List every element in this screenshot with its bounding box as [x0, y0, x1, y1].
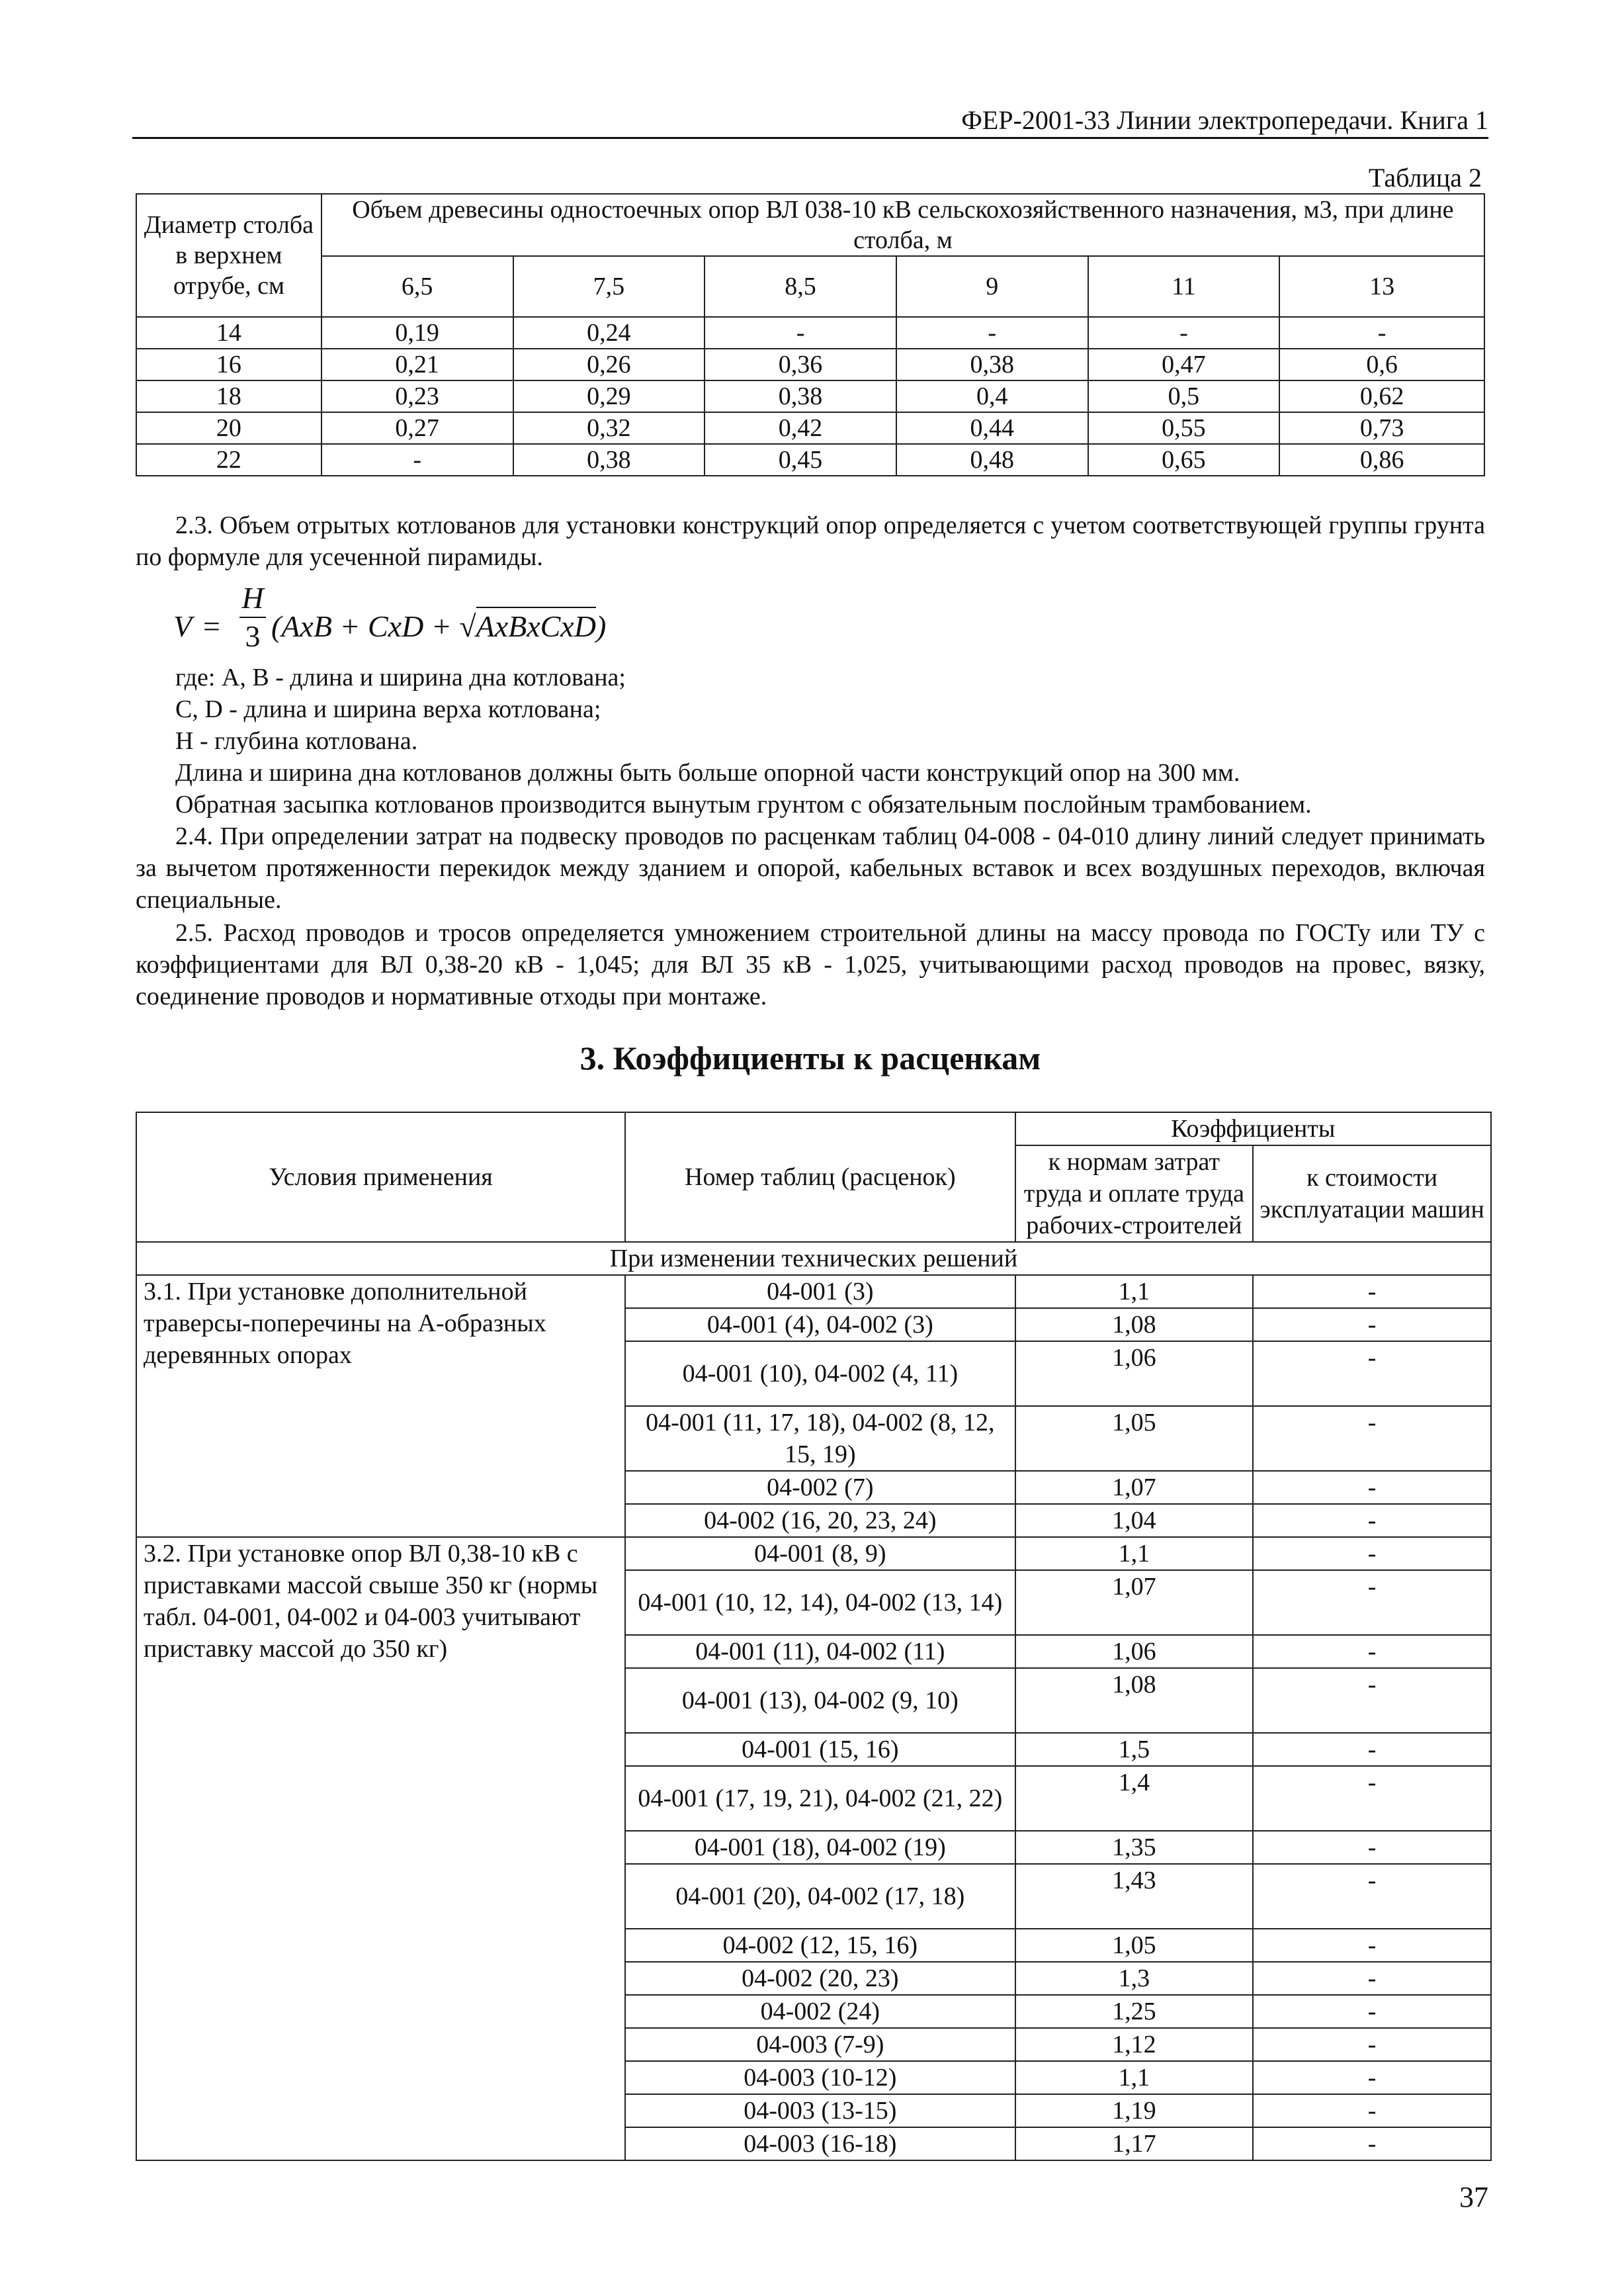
- table-row: [136, 444, 1484, 476]
- volume-cell: 0,23: [321, 380, 513, 412]
- machine-coef-cell: -: [1253, 1471, 1491, 1504]
- machine-coef-cell: -: [1253, 1275, 1491, 1308]
- table-ref-cell: 04-001 (10), 04-002 (4, 11): [625, 1341, 1015, 1406]
- table-row: [136, 1537, 1491, 1570]
- header-rule: [132, 137, 1488, 139]
- wood-volume-table-body: [136, 317, 1484, 476]
- table-ref-cell: 04-001 (18), 04-002 (19): [625, 1831, 1015, 1864]
- diameter-cell: 14: [136, 317, 321, 349]
- machine-coef-cell: -: [1253, 1864, 1491, 1929]
- table-ref-cell: 04-001 (17, 19, 21), 04-002 (21, 22): [625, 1766, 1015, 1831]
- diameter-cell: 20: [136, 412, 321, 444]
- labor-coef-cell: 1,06: [1015, 1635, 1254, 1668]
- table-ref-cell: 04-001 (10, 12, 14), 04-002 (13, 14): [625, 1570, 1015, 1635]
- labor-coef-cell: 1,04: [1015, 1504, 1254, 1537]
- volume-cell: 0,26: [513, 349, 705, 380]
- table-ref-cell: 04-002 (20, 23): [625, 1962, 1015, 1995]
- conditions-header: Условия применения: [136, 1112, 625, 1242]
- table-ref-cell: 04-002 (12, 15, 16): [625, 1929, 1015, 1962]
- table-ref-cell: 04-002 (24): [625, 1995, 1015, 2028]
- paragraph-2-5: 2.5. Расход проводов и тросов определяется умножением строительной длины на массу провода по ГОСТу или ТУ с коэффициентами для ВЛ 0,38-20 кВ - 1,045; для ВЛ 35 кВ - 1,025, учитывающими расход проводов на провес, вязку, соединение проводов и нормативные отходы при монтаже.: [136, 919, 1485, 1010]
- table-ref-cell: 04-001 (13), 04-002 (9, 10): [625, 1668, 1015, 1733]
- formula-denominator: 3: [245, 619, 261, 653]
- table-row: [136, 317, 1484, 349]
- labor-coef-cell: 1,07: [1015, 1471, 1254, 1504]
- table-row: [136, 412, 1484, 444]
- labor-coef-cell: 1,25: [1015, 1995, 1254, 2028]
- table-ref-cell: 04-001 (8, 9): [625, 1537, 1015, 1570]
- volume-cell: 0,44: [896, 412, 1088, 444]
- machine-coef-cell: -: [1253, 1766, 1491, 1831]
- volume-group-header: Объем древесины одностоечных опор ВЛ 038-10 кВ сельскохозяйственного назначения, м3, при длине столба, м: [321, 194, 1484, 256]
- labor-coef-cell: 1,19: [1015, 2094, 1254, 2127]
- where-h: Н - глубина котлована.: [175, 727, 418, 755]
- labor-coef-cell: 1,35: [1015, 1831, 1254, 1864]
- length-header: 7,5: [513, 256, 705, 317]
- table-ref-cell: 04-001 (11), 04-002 (11): [625, 1635, 1015, 1668]
- labor-coef-cell: 1,05: [1015, 1929, 1254, 1962]
- length-header: 13: [1279, 256, 1484, 317]
- where-cd: С, D - длина и ширина верха котлована;: [175, 695, 601, 723]
- table-ref-cell: 04-003 (13-15): [625, 2094, 1015, 2127]
- volume-cell: 0,21: [321, 349, 513, 380]
- volume-cell: -: [321, 444, 513, 476]
- volume-cell: 0,48: [896, 444, 1088, 476]
- machine-coef-cell: -: [1253, 1995, 1491, 2028]
- machine-coef-cell: -: [1253, 2028, 1491, 2061]
- table-ref-cell: 04-003 (16-18): [625, 2127, 1015, 2160]
- sqrt-sign: √: [459, 609, 476, 643]
- labor-coef-cell: 1,3: [1015, 1962, 1254, 1995]
- table-ref-cell: 04-001 (20), 04-002 (17, 18): [625, 1864, 1015, 1929]
- table-row: [136, 1275, 1491, 1308]
- machine-coef-cell: -: [1253, 1733, 1491, 1766]
- volume-cell: 0,55: [1088, 412, 1280, 444]
- table-row: [136, 349, 1484, 380]
- coefficients-table: [136, 1112, 1492, 2161]
- volume-cell: 0,5: [1088, 380, 1280, 412]
- diameter-header: Диаметр столба в верхнем отрубе, см: [136, 194, 321, 317]
- machine-coef-cell: -: [1253, 1537, 1491, 1570]
- machine-coef-cell: -: [1253, 1308, 1491, 1341]
- running-header: ФЕР-2001-33 Линии электропередачи. Книга 1: [961, 105, 1488, 135]
- machine-coef-cell: -: [1253, 2127, 1491, 2160]
- machine-coef-cell: -: [1253, 2061, 1491, 2094]
- formula-body-end: ): [595, 609, 607, 643]
- labor-coef-cell: 1,1: [1015, 1275, 1254, 1308]
- labor-coef-cell: 1,06: [1015, 1341, 1254, 1406]
- machine-coef-cell: -: [1253, 1570, 1491, 1635]
- table-ref-cell: 04-003 (10-12): [625, 2061, 1015, 2094]
- machine-coef-header: к стоимости эксплуатации машин: [1253, 1145, 1491, 1242]
- labor-coef-cell: 1,4: [1015, 1766, 1254, 1831]
- labor-coef-cell: 1,43: [1015, 1864, 1254, 1929]
- volume-cell: 0,6: [1279, 349, 1484, 380]
- machine-coef-cell: -: [1253, 1831, 1491, 1864]
- volume-cell: 0,62: [1279, 380, 1484, 412]
- table-ref-cell: 04-001 (4), 04-002 (3): [625, 1308, 1015, 1341]
- machine-coef-cell: -: [1253, 2094, 1491, 2127]
- volume-cell: 0,45: [705, 444, 896, 476]
- table-ref-cell: 04-001 (11, 17, 18), 04-002 (8, 12, 15, 19): [625, 1406, 1015, 1471]
- labor-coef-cell: 1,08: [1015, 1668, 1254, 1733]
- table-row: [136, 380, 1484, 412]
- technical-changes-row: При изменении технических решений: [136, 1242, 1491, 1275]
- fraction-bar: [239, 617, 266, 618]
- note-backfill: Обратная засыпка котлованов производится вынутым грунтом с обязательным послойным трамбованием.: [175, 791, 1312, 818]
- volume-cell: 0,32: [513, 412, 705, 444]
- where-ab: где: А, В - длина и ширина дна котлована;: [175, 664, 626, 691]
- table-caption: Таблица 2: [1368, 163, 1482, 193]
- formula-fraction: [239, 582, 266, 652]
- formula-body-start: (AxB + CxD +: [271, 609, 460, 643]
- paragraph-2-3: 2.3. Объем отрытых котлованов для установки конструкций опор определяется с учетом соответствующей группы грунта по формуле для усеченной пирамиды.: [136, 511, 1485, 571]
- volume-cell: 0,38: [705, 380, 896, 412]
- volume-cell: 0,24: [513, 317, 705, 349]
- table-ref-cell: 04-001 (3): [625, 1275, 1015, 1308]
- length-header: 9: [896, 256, 1088, 317]
- machine-coef-cell: -: [1253, 1929, 1491, 1962]
- machine-coef-cell: -: [1253, 1341, 1491, 1406]
- labor-coef-cell: 1,08: [1015, 1308, 1254, 1341]
- formula-lhs: V: [173, 609, 192, 643]
- formula-body: [271, 609, 606, 644]
- volume-cell: 0,73: [1279, 412, 1484, 444]
- volume-cell: -: [705, 317, 896, 349]
- section-title: 3. Коэффициенты к расценкам: [579, 1039, 1041, 1077]
- coefficients-table-body: [136, 1275, 1491, 2160]
- volume-cell: 0,47: [1088, 349, 1280, 380]
- volume-cell: -: [1279, 317, 1484, 349]
- volume-cell: 0,38: [513, 444, 705, 476]
- pyramid-volume-formula: [173, 582, 703, 668]
- volume-cell: 0,42: [705, 412, 896, 444]
- labor-coef-cell: 1,07: [1015, 1570, 1254, 1635]
- volume-cell: 0,29: [513, 380, 705, 412]
- machine-coef-cell: -: [1253, 1504, 1491, 1537]
- table-ref-cell: 04-003 (7-9): [625, 2028, 1015, 2061]
- formula-radicand: AxBxCxD: [476, 607, 596, 643]
- wood-volume-table: [136, 193, 1485, 476]
- formula-equals: =: [203, 609, 220, 643]
- condition-cell: 3.1. При установке дополнительной траверсы-поперечины на А-образных деревянных опорах: [136, 1275, 625, 1537]
- diameter-cell: 22: [136, 444, 321, 476]
- machine-coef-cell: -: [1253, 1406, 1491, 1471]
- labor-coef-header: к нормам затрат труда и оплате труда рабочих-строителей: [1015, 1145, 1254, 1242]
- volume-cell: 0,86: [1279, 444, 1484, 476]
- length-header: 11: [1088, 256, 1280, 317]
- diameter-cell: 18: [136, 380, 321, 412]
- volume-cell: 0,27: [321, 412, 513, 444]
- length-header: 6,5: [321, 256, 513, 317]
- volume-cell: 0,19: [321, 317, 513, 349]
- volume-cell: 0,38: [896, 349, 1088, 380]
- volume-cell: 0,4: [896, 380, 1088, 412]
- condition-cell: 3.2. При установке опор ВЛ 0,38-10 кВ с приставками массой свыше 350 кг (нормы табл. 04-001, 04-002 и 04-003 учитывают приставку массой до 350 кг): [136, 1537, 625, 2160]
- formula-numerator: H: [241, 581, 264, 615]
- note-pit-length: Длина и ширина дна котлованов должны быть больше опорной части конструкций опор на 300 мм.: [175, 759, 1240, 787]
- labor-coef-cell: 1,12: [1015, 2028, 1254, 2061]
- labor-coef-cell: 1,1: [1015, 1537, 1254, 1570]
- page-number: 37: [1459, 2181, 1488, 2213]
- tables-header: Номер таблиц (расценок): [625, 1112, 1015, 1242]
- diameter-cell: 16: [136, 349, 321, 380]
- labor-coef-cell: 1,05: [1015, 1406, 1254, 1471]
- machine-coef-cell: -: [1253, 1962, 1491, 1995]
- volume-cell: 0,36: [705, 349, 896, 380]
- volume-cell: 0,65: [1088, 444, 1280, 476]
- coefficients-header: Коэффициенты: [1015, 1112, 1492, 1145]
- machine-coef-cell: -: [1253, 1635, 1491, 1668]
- machine-coef-cell: -: [1253, 1668, 1491, 1733]
- volume-cell: -: [1088, 317, 1280, 349]
- length-header: 8,5: [705, 256, 896, 317]
- labor-coef-cell: 1,5: [1015, 1733, 1254, 1766]
- table-ref-cell: 04-002 (16, 20, 23, 24): [625, 1504, 1015, 1537]
- table-ref-cell: 04-002 (7): [625, 1471, 1015, 1504]
- labor-coef-cell: 1,17: [1015, 2127, 1254, 2160]
- volume-cell: -: [896, 317, 1088, 349]
- paragraph-2-4: 2.4. При определении затрат на подвеску проводов по расценкам таблиц 04-008 - 04-010 длину линий следует принимать за вычетом протяженности перекидок между зданием и опорой, кабельных вставок и всех воздушных переходов, включая специальные.: [136, 822, 1485, 914]
- table-ref-cell: 04-001 (15, 16): [625, 1733, 1015, 1766]
- labor-coef-cell: 1,1: [1015, 2061, 1254, 2094]
